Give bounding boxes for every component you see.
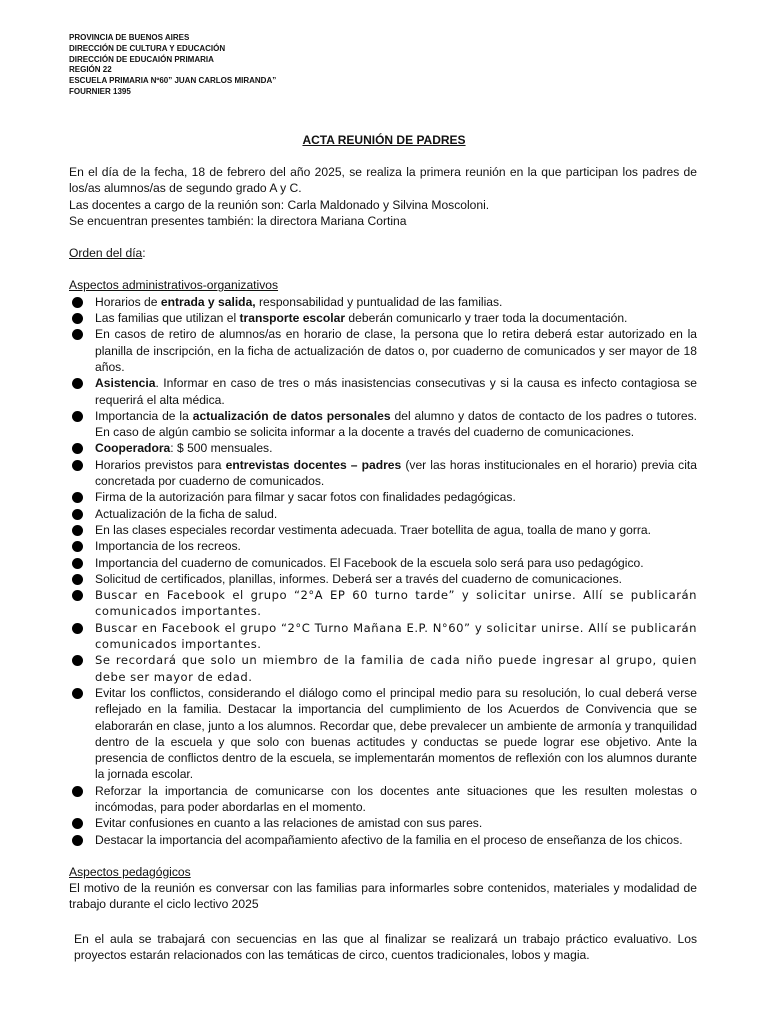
agenda-item	[69, 815, 697, 831]
pedagogic-section-heading: Aspectos pedagógicos	[69, 864, 191, 879]
intro-paragraph: En el día de la fecha, 18 de febrero del año 2025, se realiza la primera reunión en la que participan los padres de los/as alumnos/as de segundo grado A y C.	[69, 165, 697, 196]
item-text: responsabilidad y puntualidad de las familias.	[255, 294, 503, 309]
item-text: Importancia del cuaderno de comunicados. El Facebook de la escuela solo será para uso pedagógico.	[95, 555, 644, 570]
item-bold-text: entrevistas docentes – padres	[225, 457, 402, 472]
agenda-heading	[69, 245, 697, 261]
bullet-icon	[72, 835, 83, 846]
item-text: Actualización de la ficha de salud.	[95, 506, 278, 521]
item-text: Evitar confusiones en cuanto a las relaciones de amistad con sus pares.	[95, 816, 483, 831]
bullet-icon	[72, 786, 83, 797]
item-text: Buscar en Facebook el grupo “2°A EP 60 turno tarde” y solicitar unirse. Allí se publicarán comunicados importantes.	[95, 588, 697, 619]
item-text: Firma de la autorización para filmar y sacar fotos con finalidades pedagógicas.	[95, 490, 516, 505]
bullet-icon	[72, 688, 83, 699]
item-bold-text: Cooperadora	[95, 441, 171, 456]
intro-section	[69, 164, 697, 229]
bullet-icon	[72, 655, 83, 666]
item-text: Horarios de	[95, 294, 161, 309]
agenda-item	[69, 620, 697, 653]
header-line: DIRECCIÓN DE EDUCAIÓN PRIMARIA	[69, 54, 214, 64]
agenda-item	[69, 832, 697, 848]
bullet-icon	[72, 411, 83, 422]
agenda-item	[69, 522, 697, 538]
item-text: Buscar en Facebook el grupo “2°C Turno Mañana E.P. N°60” y solicitar unirse. Allí se publicarán comunicados importantes.	[95, 620, 697, 652]
bullet-icon	[72, 574, 83, 585]
item-text: Reforzar la importancia de comunicarse con los docentes ante situaciones que les resulten molestas o incómodas, para poder abordarlas en el momento.	[95, 783, 697, 814]
bullet-icon	[72, 313, 83, 324]
item-bold-text: entrada y salida,	[160, 294, 256, 309]
header-line: PROVINCIA DE BUENOS AIRES	[69, 33, 190, 42]
institution-header	[69, 33, 389, 98]
item-text: deberán comunicarlo y traer toda la documentación.	[345, 311, 628, 326]
item-text: En las clases especiales recordar vestimenta adecuada. Traer botellita de agua, toalla de mano y gorra.	[95, 522, 651, 537]
bullet-icon	[72, 509, 83, 520]
agenda-item	[69, 457, 697, 490]
attendees-line: Se encuentran presentes también: la directora Mariana Cortina	[69, 213, 407, 228]
item-text: (ver las horas institucionales en el horario) previa cita concretada por cuaderno de comunicados.	[95, 457, 697, 489]
header-line: ESCUELA PRIMARIA Nº60” JUAN CARLOS MIRANDA”	[69, 76, 277, 86]
agenda-item	[69, 783, 697, 816]
item-text: Evitar los conflictos, considerando el diálogo como el principal medio para su resolución, lo cual deberá verse reflejado en la familia. Destacar la importancia del cumplimiento de los Acuerdos de Convivencia que se elaborarán en clase, junto a los alumnos. Recordar que, debe prevalecer un ambiente de armonía y tranquilidad dentro de la escuela y que solo con buenas actitudes y conductas se puede lograr ese objetivo. Ante la presencia de conflictos dentro de la escuela, se implementarán momentos de reflexión con los alumnos durante la jornada escolar.	[95, 685, 697, 782]
agenda-label: Orden del día	[69, 246, 143, 261]
item-text: . Informar en caso de tres o más inasistencias consecutivas y si la causa es infecto contagiosa se requerirá el alta médica.	[95, 376, 697, 407]
bullet-icon	[72, 818, 83, 829]
agenda-item	[69, 294, 697, 310]
document-title: ACTA REUNIÓN DE PADRES	[302, 133, 466, 147]
agenda-item	[69, 375, 697, 408]
item-bold-text: Asistencia	[95, 376, 156, 391]
item-text: Se recordará que solo un miembro de la familia de cada niño puede ingresar al grupo, quien debe ser mayor de edad.	[95, 653, 697, 684]
agenda-suffix: :	[142, 246, 146, 261]
item-text: Destacar la importancia del acompañamiento afectivo de la familia en el proceso de enseñanza de los chicos.	[95, 832, 683, 847]
pedagogic-paragraph: El motivo de la reunión es conversar con las familias para informarles sobre contenidos, materiales y modalidad de trabajo durante el ciclo lectivo 2025	[69, 881, 697, 912]
item-bold-text: actualización de datos personales	[192, 408, 391, 423]
item-text: Importancia de los recreos.	[95, 539, 241, 554]
agenda-item	[69, 587, 697, 620]
bullet-icon	[72, 492, 83, 503]
agenda-item	[69, 489, 697, 505]
bullet-icon	[72, 297, 83, 308]
bullet-icon	[72, 378, 83, 389]
bullet-icon	[72, 443, 83, 454]
agenda-item	[69, 685, 697, 783]
agenda-item	[69, 555, 697, 571]
item-text: En casos de retiro de alumnos/as en horario de clase, la persona que lo retira deberá estar autorizado en la planilla de inscripción, en la ficha de actualización de datos o, por cuaderno de comunicados y ser mayor de 18 años.	[95, 327, 697, 374]
agenda-item	[69, 538, 697, 554]
bullet-icon	[72, 623, 83, 634]
bullet-icon	[72, 329, 83, 340]
agenda-item	[69, 440, 697, 456]
bullet-icon	[72, 590, 83, 601]
agenda-item	[69, 310, 697, 326]
classroom-paragraph: En el aula se trabajará con secuencias en las que al finalizar se realizará un trabajo práctico evaluativo. Los proyectos estarán relacionados con las temáticas de circo, cuentos tradicionales, lobos y magia.	[74, 931, 697, 963]
agenda-item	[69, 571, 697, 587]
item-text: Horarios previstos para	[95, 457, 226, 472]
document-body	[69, 164, 697, 975]
admin-section-heading: Aspectos administrativos-organizativos	[69, 278, 279, 293]
header-line: FOURNIER 1395	[69, 86, 131, 96]
bullet-icon	[72, 525, 83, 536]
bullet-icon	[72, 541, 83, 552]
item-text: : $ 500 mensuales.	[170, 441, 273, 456]
item-text: Importancia de la	[95, 408, 193, 423]
header-line: DIRECCIÓN DE CULTURA Y EDUCACIÓN	[69, 43, 226, 53]
teachers-line: Las docentes a cargo de la reunión son: Carla Maldonado y Silvina Moscoloni.	[69, 197, 490, 212]
bullet-icon	[72, 460, 83, 471]
item-bold-text: transporte escolar	[239, 311, 346, 326]
agenda-item	[69, 506, 697, 522]
admin-items-list	[69, 294, 697, 848]
agenda-item	[69, 652, 697, 685]
item-text: Solicitud de certificados, planillas, informes. Deberá ser a través del cuaderno de comunicaciones.	[95, 571, 623, 586]
agenda-item	[69, 326, 697, 375]
header-line: REGIÓN 22	[69, 65, 112, 75]
bullet-icon	[72, 558, 83, 569]
item-text: del alumno y datos de contacto de los padres o tutores. En caso de algún cambio se solicita informar a la docente a través del cuaderno de comunicaciones.	[95, 408, 697, 440]
agenda-item	[69, 408, 697, 441]
item-text: Las familias que utilizan el	[95, 311, 240, 326]
